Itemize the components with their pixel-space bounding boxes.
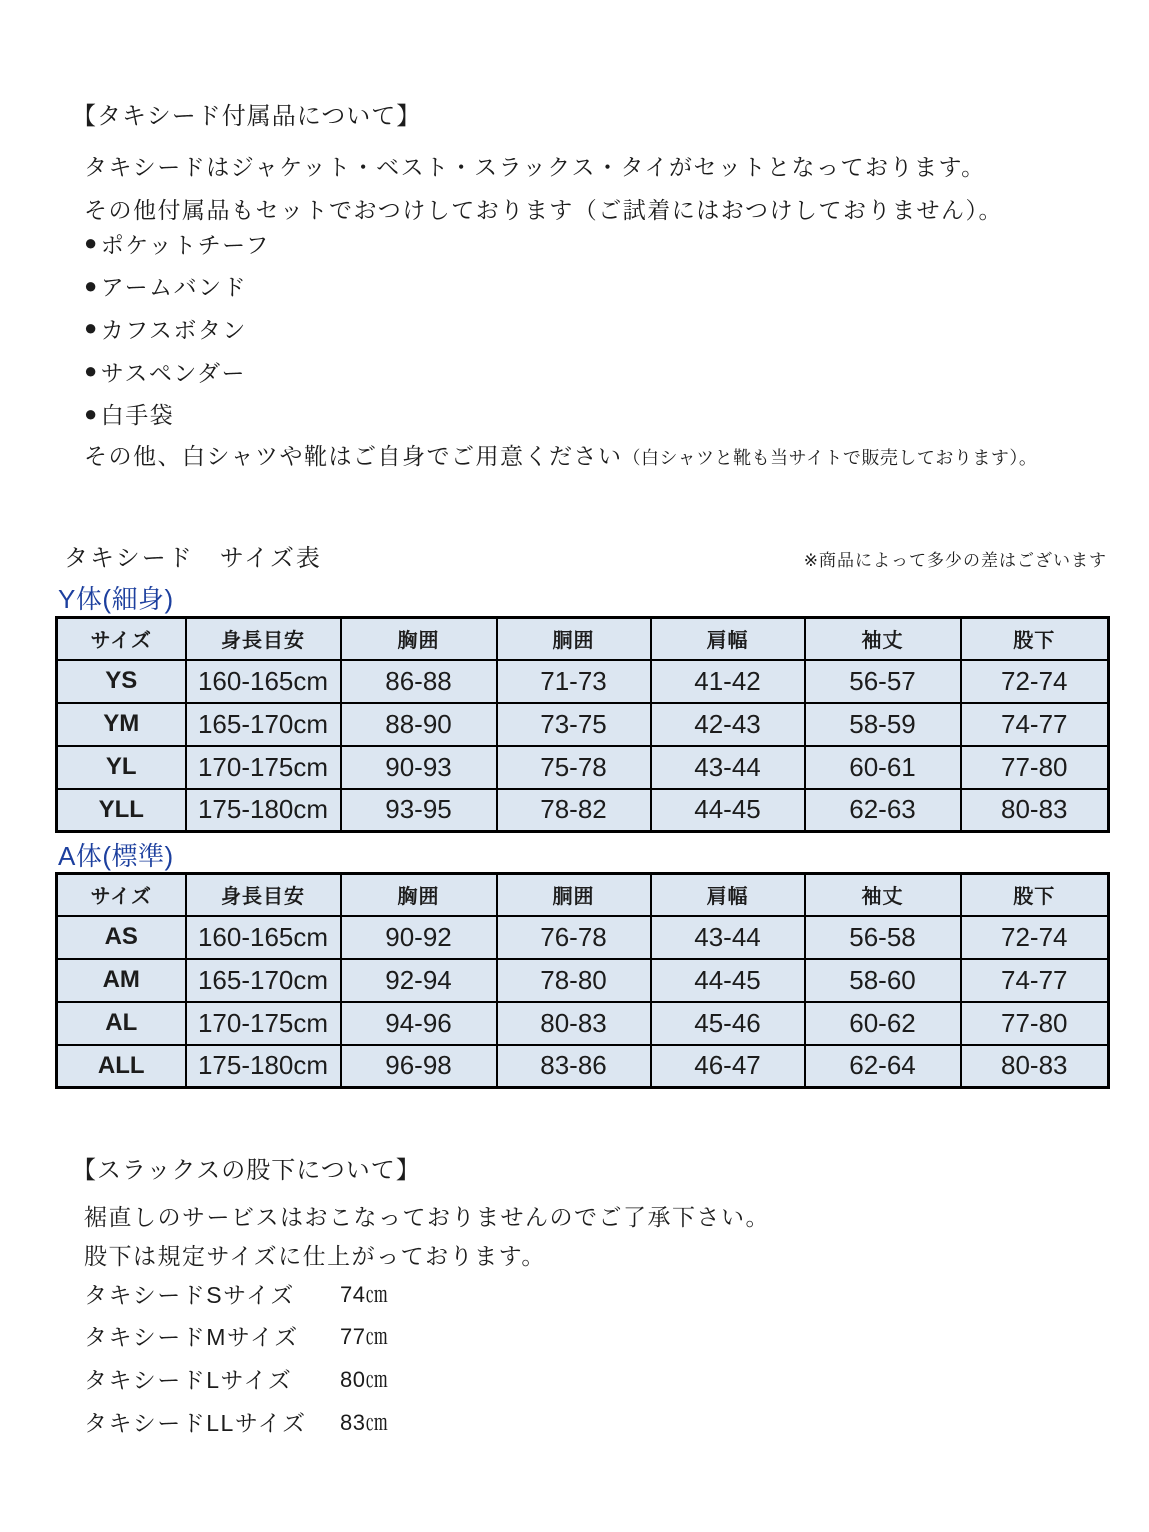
- size-value-cell: 93-95: [341, 789, 497, 832]
- bullet-item-label: 白手袋: [100, 402, 175, 429]
- table-label-a-type: A体(標準): [58, 841, 174, 871]
- size-value-cell: 170-175cm: [186, 746, 341, 789]
- size-table-header-cell: 身長目安: [186, 618, 341, 660]
- size-table-header-row: [57, 618, 1109, 660]
- size-code-cell: ALL: [57, 1045, 186, 1088]
- size-value-cell: 170-175cm: [186, 1002, 341, 1045]
- bullet-item-label: サスペンダー: [100, 359, 246, 386]
- size-value-cell: 92-94: [341, 959, 497, 1002]
- size-code-cell: AL: [57, 1002, 186, 1045]
- size-table-a-type: [55, 872, 1110, 1089]
- accessories-intro-line-1: タキシードはジャケット・ベスト・スラックス・タイがセットとなっております。: [84, 154, 986, 180]
- size-value-cell: 41-42: [651, 660, 805, 703]
- bullet-icon: ●: [84, 358, 99, 384]
- size-value-cell: 76-78: [497, 916, 651, 959]
- size-table-header-cell: 肩幅: [651, 618, 805, 660]
- size-value-cell: 90-93: [341, 746, 497, 789]
- inseam-size-label: タキシードLLサイズ: [84, 1409, 307, 1436]
- size-table-row: [57, 746, 1109, 789]
- bullet-item: [84, 222, 270, 265]
- size-value-cell: 74-77: [961, 703, 1109, 746]
- size-value-cell: 160-165cm: [186, 660, 341, 703]
- size-value-cell: 80-83: [961, 1045, 1109, 1088]
- inseam-heading: 【スラックスの股下について】: [72, 1157, 421, 1184]
- size-value-cell: 83-86: [497, 1045, 651, 1088]
- size-code-cell: AS: [57, 916, 186, 959]
- size-table-header-cell: 袖丈: [805, 618, 961, 660]
- size-value-cell: 80-83: [497, 1002, 651, 1045]
- size-table-header-cell: 胴囲: [497, 874, 651, 916]
- size-table-header-cell: 股下: [961, 618, 1109, 660]
- size-table-y-type: [55, 616, 1110, 833]
- size-value-cell: 74-77: [961, 959, 1109, 1002]
- size-code-cell: YM: [57, 703, 186, 746]
- size-value-cell: 78-80: [497, 959, 651, 1002]
- size-value-cell: 56-58: [805, 916, 961, 959]
- size-table-header-cell: 身長目安: [186, 874, 341, 916]
- size-table-header-cell: 袖丈: [805, 874, 961, 916]
- size-chart-title: タキシード サイズ表: [64, 545, 322, 572]
- inseam-size-row: [84, 1315, 388, 1358]
- size-value-cell: 60-61: [805, 746, 961, 789]
- inseam-size-row: [84, 1357, 388, 1400]
- size-value-cell: 44-45: [651, 789, 805, 832]
- size-value-cell: 96-98: [341, 1045, 497, 1088]
- size-value-cell: 88-90: [341, 703, 497, 746]
- size-value-cell: 62-63: [805, 789, 961, 832]
- inseam-size-value: 83㎝: [340, 1409, 388, 1435]
- size-value-cell: 46-47: [651, 1045, 805, 1088]
- inseam-size-value: 74㎝: [340, 1281, 388, 1307]
- bullet-icon: ●: [84, 400, 99, 426]
- size-table-header-cell: サイズ: [57, 874, 186, 916]
- size-code-cell: AM: [57, 959, 186, 1002]
- size-value-cell: 62-64: [805, 1045, 961, 1088]
- size-code-cell: YLL: [57, 789, 186, 832]
- bullet-item-label: カフスボタン: [100, 316, 247, 343]
- size-table-header-cell: 胴囲: [497, 618, 651, 660]
- bullet-item: [84, 265, 270, 308]
- size-table-header-cell: 胸囲: [341, 874, 497, 916]
- size-value-cell: 77-80: [961, 1002, 1109, 1045]
- accessories-intro-line-2: その他付属品もセットでおつけしております（ご試着にはおつけしておりません）。: [84, 197, 1004, 223]
- size-value-cell: 94-96: [341, 1002, 497, 1045]
- size-chart-note: ※商品によって多少の差はございます: [803, 551, 1107, 570]
- accessories-outro: [84, 438, 1037, 471]
- size-table-row: [57, 789, 1109, 832]
- size-value-cell: 60-62: [805, 1002, 961, 1045]
- accessories-outro-main: その他、白シャツや靴はご自身でご用意ください: [84, 443, 623, 469]
- size-table-row: [57, 1002, 1109, 1045]
- bullet-item-label: ポケットチーフ: [100, 231, 270, 258]
- inseam-size-value: 77㎝: [340, 1324, 388, 1350]
- table-label-y-type: Y体(細身): [58, 584, 174, 614]
- size-value-cell: 58-60: [805, 959, 961, 1002]
- size-value-cell: 165-170cm: [186, 703, 341, 746]
- size-table-header-cell: 胸囲: [341, 618, 497, 660]
- size-value-cell: 77-80: [961, 746, 1109, 789]
- size-value-cell: 175-180cm: [186, 1045, 341, 1088]
- size-value-cell: 56-57: [805, 660, 961, 703]
- inseam-size-label: タキシードMサイズ: [84, 1324, 299, 1351]
- size-table-header-row: [57, 874, 1109, 916]
- size-value-cell: 71-73: [497, 660, 651, 703]
- bullet-icon: ●: [84, 315, 99, 341]
- size-value-cell: 175-180cm: [186, 789, 341, 832]
- size-value-cell: 43-44: [651, 916, 805, 959]
- inseam-size-row: [84, 1400, 388, 1443]
- size-value-cell: 160-165cm: [186, 916, 341, 959]
- size-value-cell: 75-78: [497, 746, 651, 789]
- inseam-size-label: タキシードSサイズ: [84, 1281, 295, 1308]
- inseam-size-list: [84, 1272, 388, 1442]
- size-value-cell: 72-74: [961, 660, 1109, 703]
- size-table-row: [57, 660, 1109, 703]
- inseam-size-label: タキシードLサイズ: [84, 1366, 293, 1393]
- inseam-line-1: 裾直しのサービスはおこなっておりませんのでご了承下さい。: [84, 1204, 770, 1230]
- accessories-outro-note: （白シャツと靴も当サイトで販売しております）。: [622, 448, 1038, 468]
- size-code-cell: YS: [57, 660, 186, 703]
- size-value-cell: 86-88: [341, 660, 497, 703]
- size-value-cell: 90-92: [341, 916, 497, 959]
- bullet-item: [84, 392, 270, 435]
- size-value-cell: 45-46: [651, 1002, 805, 1045]
- size-table-row: [57, 1045, 1109, 1088]
- accessories-heading: 【タキシード付属品について】: [72, 103, 422, 130]
- size-table-row: [57, 959, 1109, 1002]
- bullet-item-label: アームバンド: [100, 274, 248, 301]
- size-table-row: [57, 703, 1109, 746]
- size-value-cell: 44-45: [651, 959, 805, 1002]
- bullet-item: [84, 350, 270, 393]
- size-table-header-cell: サイズ: [57, 618, 186, 660]
- size-value-cell: 73-75: [497, 703, 651, 746]
- size-value-cell: 80-83: [961, 789, 1109, 832]
- inseam-line-2: 股下は規定サイズに仕上がっております。: [84, 1243, 546, 1269]
- bullet-icon: ●: [84, 272, 99, 298]
- size-value-cell: 72-74: [961, 916, 1109, 959]
- size-table-row: [57, 916, 1109, 959]
- size-value-cell: 165-170cm: [186, 959, 341, 1002]
- size-value-cell: 42-43: [651, 703, 805, 746]
- size-value-cell: 58-59: [805, 703, 961, 746]
- size-table-header-cell: 股下: [961, 874, 1109, 916]
- size-value-cell: 78-82: [497, 789, 651, 832]
- bullet-icon: ●: [84, 230, 99, 256]
- inseam-size-row: [84, 1272, 388, 1315]
- bullet-item: [84, 307, 270, 350]
- size-value-cell: 43-44: [651, 746, 805, 789]
- size-code-cell: YL: [57, 746, 186, 789]
- accessories-bullet-list: [84, 222, 270, 435]
- inseam-size-value: 80㎝: [340, 1366, 388, 1392]
- size-table-header-cell: 肩幅: [651, 874, 805, 916]
